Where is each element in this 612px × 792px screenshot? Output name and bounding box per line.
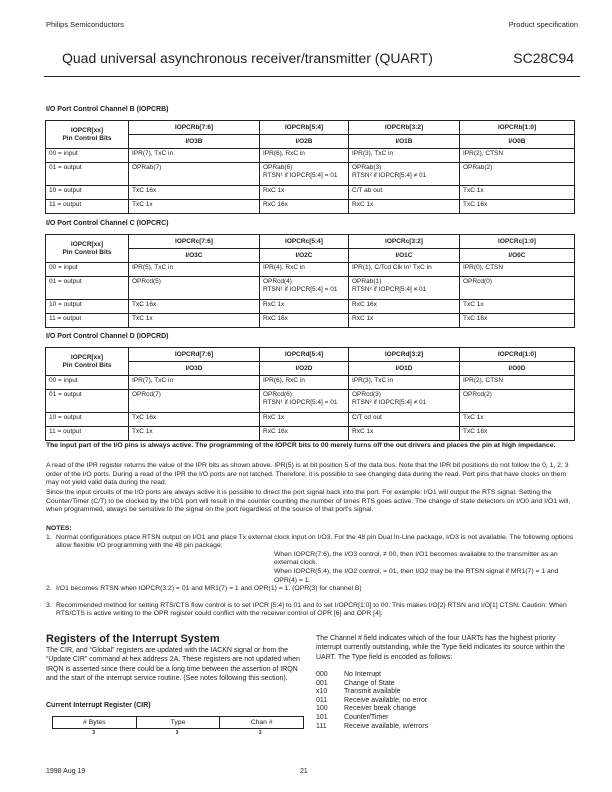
- note-3: [46, 602, 578, 619]
- table-cell: 10 = output: [46, 186, 129, 200]
- pin-header: I/O0D: [460, 362, 575, 376]
- type-code-item: [316, 705, 428, 714]
- table-cell: RxC 1x: [260, 300, 349, 314]
- table-cell: TxC 1x: [129, 427, 260, 441]
- pin-header: I/O2D: [260, 362, 349, 376]
- table-header-row: [46, 121, 575, 135]
- table-cell: IPR(7), TxC in: [129, 376, 260, 390]
- type-code: 011: [316, 696, 328, 704]
- bits-header: IOPCRd[1:0]: [460, 348, 575, 362]
- table-row: [46, 427, 575, 441]
- table-cell: 01 = output: [46, 277, 129, 300]
- type-description: Receive available, no error: [344, 696, 428, 704]
- type-description: Counter/Timer: [344, 713, 389, 721]
- header-text: IOPCR[xx]: [70, 354, 104, 361]
- pin-header: I/O3B: [129, 135, 260, 149]
- pin-header: I/O1B: [349, 135, 460, 149]
- type-code: x10: [316, 688, 328, 696]
- table-row: [46, 314, 575, 328]
- table-row: [46, 200, 575, 214]
- cir-field-chan: Chan #: [250, 719, 273, 726]
- footer-date: 1998 Aug 19: [46, 768, 86, 775]
- pin-header: I/O0C: [460, 249, 575, 263]
- table-row: [46, 376, 575, 390]
- table-cell: C/T ab out: [349, 186, 460, 200]
- table-cell: 00 = input: [46, 149, 129, 163]
- cir-bits-chan: 2: [258, 730, 262, 736]
- table-header-row: [46, 348, 575, 362]
- table-cell: RxC 16x: [349, 300, 460, 314]
- note-text: Recommended method for setting RTS/CTS flow control is to set IPCR [5:4] to 01 and to set I/OPCR[1:0] to 00. This makes I/O[2} RTSN and I/O[1] CTSN. Caution: When RTS/CTS is active writing to the OPR register could conflict with the receiver control of OPR [6] and OPR [4].: [56, 601, 567, 618]
- bits-header: IOPCRc[5:4]: [260, 235, 349, 249]
- table-row: [46, 277, 575, 300]
- header-text: Pin Control Bits: [62, 134, 112, 142]
- type-code: 111: [316, 722, 327, 730]
- cir-bits-bytes: 3: [92, 730, 96, 736]
- table-cell: OPRab(1) RTSN² if IOPCR[5:4] ≠ 01: [349, 277, 460, 300]
- type-description: Transmit available: [344, 688, 401, 696]
- table-cell: OPRab(3) RTSN² if IOPCR[5:4] ≠ 01: [349, 163, 460, 186]
- type-code: 101: [316, 713, 328, 721]
- note-number: 1.: [46, 533, 52, 541]
- table-cell: 11 = output: [46, 200, 129, 214]
- type-code-item: [316, 688, 428, 697]
- table-cell: TxC 1x: [460, 413, 575, 427]
- table-cell: 10 = output: [46, 413, 129, 427]
- table-cell: OPRcd(5): [129, 277, 260, 300]
- table-row: [46, 300, 575, 314]
- table-cell: IPR(2), CTSN: [460, 376, 575, 390]
- table-cell: OPRcd(0): [460, 277, 575, 300]
- table-row: [46, 163, 575, 186]
- table-caption: I/O Port Control Channel B (IOPCRB): [46, 106, 169, 113]
- table-cell: RxC 16x: [260, 427, 349, 441]
- table-cell: TxC 1x: [460, 300, 575, 314]
- table-cell: 11 = output: [46, 427, 129, 441]
- type-code: 000: [316, 671, 328, 678]
- bits-header: IOPCRb[1:0]: [460, 121, 575, 135]
- type-description: Change of State: [344, 679, 395, 687]
- bits-header: IOPCRb[3:2]: [349, 121, 460, 135]
- type-code-item: [316, 671, 428, 680]
- io-port-control-table: [45, 120, 575, 214]
- type-description: Receive available, w/errors: [344, 722, 429, 730]
- cir-label: Current Interrupt Register (CIR): [46, 702, 151, 709]
- type-description: No Interrupt: [344, 671, 381, 678]
- table-cell: RxC 16x: [260, 314, 349, 328]
- table-cell: TxC 16x: [129, 300, 260, 314]
- table-cell: RxC 1x: [260, 413, 349, 427]
- table-cell: IPR(6), RxC in: [260, 376, 349, 390]
- bits-header: IOPCRd[5:4]: [260, 348, 349, 362]
- row-header-cell: [46, 348, 129, 376]
- note-1-sub-2: When IOPCR(5:4), the I/O2 control, = 01, then I/O2 may be the RTSN signal if MR1(7) = 1 and OPR(4) = 1.: [274, 567, 559, 584]
- note-text: Normal configurations place RTSN output on I/O1 and place Tx external clock input on I/O3. For the 48 pin Dual In-Line package, I/O3 is not available. The following options allow flexible I/O programming with the 48 pin package:: [56, 533, 574, 550]
- table-cell: 00 = input: [46, 263, 129, 277]
- table-cell: RxC 1x: [349, 427, 460, 441]
- table-cell: 01 = output: [46, 163, 129, 186]
- table-cell: 01 = output: [46, 390, 129, 413]
- type-code: 001: [316, 679, 328, 687]
- type-description: Receiver break change: [344, 705, 416, 713]
- table-cell: OPRab(6) RTSN¹ if IOPCR[5:4] = 01: [260, 163, 349, 186]
- table-cell: IPR(3), TxC in: [349, 376, 460, 390]
- pin-header: I/O0B: [460, 135, 575, 149]
- table-cell: IPR(3), TxC in: [349, 149, 460, 163]
- table-cell: TxC 16x: [460, 427, 575, 441]
- ipr-read-paragraph: A read of the IPR register returns the value of the IPR bits as shown above. IPR(5) is at bit position 5 of the data bus. Note that the IPR bit positions do not follow the 0, 1, 2, 3 order of the I/O ports. During a read of the IPR the I/O ports are not latched. Therefore, it is possible to see changing data during the read. Port pins that have clocks on them may not yield valid data during the read.: [46, 462, 569, 487]
- table-header-row: [46, 235, 575, 249]
- header-text: Pin Control Bits: [62, 248, 112, 256]
- table-row: [46, 263, 575, 277]
- table-cell: RxC 1x: [349, 314, 460, 328]
- note-2: [46, 585, 578, 594]
- table-cell: IPR(6), RxC in: [260, 149, 349, 163]
- table-cell: TxC 16x: [460, 200, 575, 214]
- io-port-control-table: [45, 347, 575, 441]
- table-cell: RxC 1x: [260, 186, 349, 200]
- io-feedback-paragraph: Since the input circuits of the I/O ports are always active it is possible to direct the port signal back into the port. For example: I/O1 will output the RTS signal. Setting the Counter/Timer (C/T) to be clocked by the I/O1 port will result in the counter counting the number of times RTS goes active. The change of state detectors on I/O0 and I/O1 will, when programmed, always be sensitive to the signal on the port regardless of the source of that port's signal.: [46, 489, 571, 514]
- bits-header: IOPCRc[7:6]: [129, 235, 260, 249]
- cir-bits-type: 3: [175, 730, 179, 736]
- table-cell: IPR(4), RxC in: [260, 263, 349, 277]
- type-code-item: [316, 697, 428, 706]
- interrupt-paragraph: The CIR, and “Global” registers are updated with the IACKN signal or from the “Update CIR” command at hex address 2A. These registers are not updated when IRQN is asserted since there could be a long time between the assertion of IRQN and the start of the interrupt service routine. (See notes following this section).: [46, 647, 300, 683]
- table-row: [46, 149, 575, 163]
- type-code-item: [316, 680, 428, 689]
- table-cell: TxC 16x: [460, 314, 575, 328]
- note-1-sub-1: When IOPCR(7:6), the I/O3 control, ≠ 00, then I/O1 becomes available to the transmitter as an external clock.: [274, 550, 558, 567]
- cir-register-diagram: [52, 716, 304, 729]
- notes: [46, 525, 578, 619]
- bits-header: IOPCRb[5:4]: [260, 121, 349, 135]
- header-company: Philips Semiconductors: [46, 20, 124, 29]
- table-cell: OPRcd(7): [129, 390, 260, 413]
- io-port-control-table: [45, 234, 575, 328]
- pin-header: I/O1D: [349, 362, 460, 376]
- header-text: IOPCR[xx]: [70, 241, 104, 248]
- table-cell: TxC 1x: [129, 200, 260, 214]
- table-row: [46, 186, 575, 200]
- type-code-item: [316, 714, 428, 723]
- table-cell: OPRab(7): [129, 163, 260, 186]
- note-number: 2.: [46, 585, 52, 593]
- table-row: [46, 413, 575, 427]
- table-row: [46, 390, 575, 413]
- notes-label: NOTES:: [46, 525, 72, 532]
- table-cell: RxC 1x: [349, 200, 460, 214]
- header-rule: [44, 76, 580, 77]
- pin-header: I/O3D: [129, 362, 260, 376]
- note-1: [46, 534, 578, 551]
- table-cell: 00 = input: [46, 376, 129, 390]
- header-doc-type: Product specification: [508, 20, 578, 29]
- bits-header: IOPCRb[7:6]: [129, 121, 260, 135]
- table-cell: IPR(5), TxC in: [129, 263, 260, 277]
- cir-bit-widths: [52, 730, 302, 736]
- channel-field-paragraph: The Channel # field indicates which of the four UARTs has the highest priority interrupt currently outstanding, while the Type field indicates its source within the UART. The Type field is encoded as follows:: [316, 635, 565, 661]
- page-number: 21: [300, 768, 308, 775]
- table-cell: TxC 1x: [129, 314, 260, 328]
- note-number: 3.: [46, 601, 52, 609]
- table-cell: OPRcd(3) RTSN² if IOPCR[5:4] ≠ 01: [349, 390, 460, 413]
- bits-header: IOPCRd[3:2]: [349, 348, 460, 362]
- bits-header: IOPCRc[3:2]: [349, 235, 460, 249]
- table-cell: OPRcd(2): [460, 390, 575, 413]
- cir-field-type: Type: [137, 717, 221, 728]
- table-cell: IPR(0), CTSN: [460, 263, 575, 277]
- io-active-note: The input part of the I/O pins is always active. The programming of the IOPCR bits to 00 merely turns off the out drivers and places the pin at high impedance.: [46, 442, 556, 449]
- part-number: SC28C94: [513, 50, 574, 66]
- pin-header: I/O2C: [260, 249, 349, 263]
- table-cell: IPR(2), CTSN: [460, 149, 575, 163]
- page-title: Quad universal asynchronous receiver/transmitter (QUART): [62, 50, 433, 66]
- bits-header: IOPCRc[1:0]: [460, 235, 575, 249]
- pin-header: I/O3C: [129, 249, 260, 263]
- cir-field-bytes: # Bytes: [53, 717, 137, 728]
- table-cell: 11 = output: [46, 314, 129, 328]
- table-cell: RxC 16x: [260, 200, 349, 214]
- table-cell: IPR(1), C/Tcd Clk in¹ TxC in: [349, 263, 460, 277]
- pin-header: I/O2B: [260, 135, 349, 149]
- row-header-cell: [46, 235, 129, 263]
- table-cell: 10 = output: [46, 300, 129, 314]
- table-caption: I/O Port Control Channel D (IOPCRD): [46, 333, 169, 340]
- bits-header: IOPCRd[7:6]: [129, 348, 260, 362]
- note-text: I/O1 becomes RTSN when IOPCR(3:2) = 01 and MR1(7) = 1 and OPR(1) = 1. (OPR(3) for channel B): [56, 585, 362, 593]
- interrupt-section-heading: Registers of the Interrupt System: [46, 633, 220, 645]
- table-cell: OPRcd(4) RTSN¹ if IOPCR[5:4] = 01: [260, 277, 349, 300]
- header-text: IOPCR[xx]: [70, 127, 104, 134]
- type-code: 100: [316, 705, 328, 713]
- type-code-list: [316, 671, 428, 731]
- table-cell: OPRcd(6) RTSN¹ if IOPCR[5:4] = 01: [260, 390, 349, 413]
- table-cell: OPRab(2): [460, 163, 575, 186]
- table-caption: I/O Port Control Channel C (IOPCRC): [46, 220, 169, 227]
- pin-header: I/O1C: [349, 249, 460, 263]
- table-cell: TxC 1x: [460, 186, 575, 200]
- table-cell: TxC 16x: [129, 186, 260, 200]
- table-cell: TxC 16x: [129, 413, 260, 427]
- type-code-item: [316, 723, 428, 732]
- row-header-cell: [46, 121, 129, 149]
- header-text: Pin Control Bits: [62, 361, 112, 369]
- table-cell: C/T cd out: [349, 413, 460, 427]
- table-cell: IPR(7), TxC in: [129, 149, 260, 163]
